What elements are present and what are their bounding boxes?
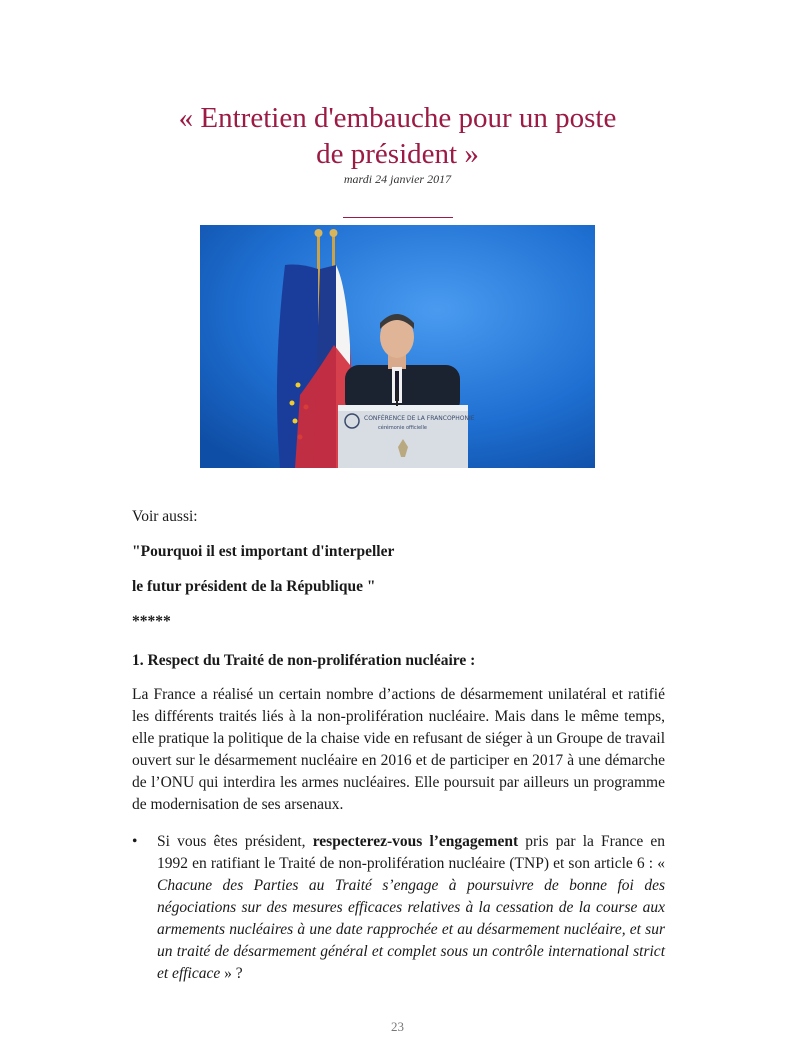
see-also-link-line-2[interactable]: le futur président de la République " — [132, 578, 376, 595]
see-also-label: Voir aussi: — [132, 508, 198, 525]
photo-illustration — [200, 225, 595, 468]
bullet-text-end: » ? — [220, 965, 243, 982]
publication-date: mardi 24 janvier 2017 — [343, 172, 452, 186]
section-paragraph: La France a réalisé un certain nombre d’actions de désarmement unilatéral et ratifié les différents traités liés à la non-prolifération nucléaire. Mais dans le même temps, elle pratique la politique de la chaise vide en refusant de siéger à un Groupe de travail ouvert sur le désarmement nucléaire en 2016 et de participer en 2017 à une démarche de l’ONU qui interdira les armes nucléaires. Elle poursuit par ailleurs un programme de modernisation de ses arsenaux. — [132, 686, 665, 813]
bullet-text-bold: respecterez-vous l’engagement — [312, 833, 519, 850]
podium-text-2: cérémonie officielle — [378, 425, 427, 431]
see-also-link-line-1[interactable]: "Pourquoi il est important d'interpeller — [132, 543, 395, 560]
title-line-2: de président » — [316, 138, 479, 170]
list-item — [132, 831, 665, 985]
page-title — [0, 100, 795, 172]
title-divider — [343, 217, 453, 218]
press-photo — [200, 225, 595, 468]
bullet-text-middle: pris par la France en 1992 en ratifiant le Traité de non-prolifération nucléaire (TNP) et son article 6 : « — [157, 833, 666, 872]
bullet-quote: Chacune des Parties au Traité s’engage à poursuivre de bonne foi des négociations sur des mesures efficaces relatives à la cessation de la course aux armements nucléaires à une date rapprochée et au désarmement nucléaire, et sur un traité de désarmement général et complet sous un contrôle international strict et efficace — [157, 877, 665, 982]
question-list — [132, 831, 665, 985]
section-heading: 1. Respect du Traité de non-prolifération nucléaire : — [132, 652, 476, 669]
bullet-text-before: Si vous êtes président, — [157, 833, 313, 850]
title-line-1: « Entretien d'embauche pour un poste — [178, 102, 617, 134]
bullet-icon: • — [132, 833, 138, 850]
page-number: 23 — [391, 1019, 404, 1034]
podium-text-1: CONFÉRENCE DE LA FRANCOPHONIE — [364, 415, 475, 422]
separator: ***** — [132, 613, 171, 630]
